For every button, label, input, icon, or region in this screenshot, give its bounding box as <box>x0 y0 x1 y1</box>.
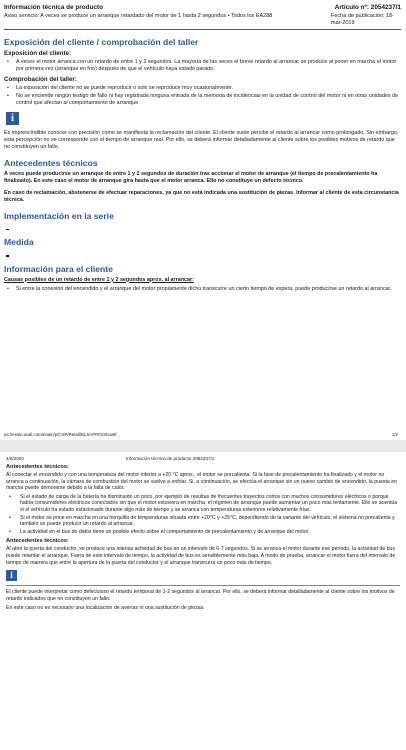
service-notice: Aviso servicio: A veces se produce un arranque retardado del motor de 1 hasta 2 segundos • Todos los EA288 <box>4 13 273 19</box>
section-title-customer-info: Información para el cliente <box>4 263 113 274</box>
technical-paragraph: En caso de reclamación, abstenerse de efectuar reparaciones, ya que no está indicada una sustitución de piezas. Informar al cliente de esta circunstancia técnica. <box>4 190 399 203</box>
print-date: 4/6/2020 <box>6 456 24 461</box>
page-footer <box>4 432 398 437</box>
article-number: Artículo nº: 2054237/1 <box>334 4 401 11</box>
closing-note: En este caso no es necesario una localización de averías ni una sustitución de piezas. <box>6 605 205 612</box>
list-item: • La actividad en el bus de datos tiene un posible efecto sobre el comportamiento de precalentamiento y de arranque del motor. <box>6 529 400 536</box>
technical-paragraph: A veces puede producirse un arranque de entre 1 y 2 segundos de duración tras accionar el motor de arranque (el tiempo de precalentamiento ha finalizado). En este caso el motor de arranque gira hasta que el motor arranca. Ello no constituye un defecto técnico. <box>4 171 378 184</box>
page-number: 1/2 <box>391 432 398 437</box>
causes-list <box>4 286 401 293</box>
technical-paragraph: Al abrir la puerta del conductor, se produce una intensa actividad de bus en un intervalo de 6-7 segundos. Si se arranca el motor durante ese período, la actividad de bus puede retardar el arranque. Fuera de este intervalo de tiempo, la actividad de bus es sensiblemente más baja. A modo de prueba, arrancar el motor fuera del intervalo de tiempo de manera que entre la apertura de la puerta del conductor y el arranque transcurra un poco más de tiempo. <box>6 546 396 566</box>
footer-url[interactable]: ps://erwin.audi.com/erwin/p/CSP/Retail/ELSAPRO/ShowIf <box>4 432 117 437</box>
info-note: El cliente puede interpretar como defectuoso el retardo temporal de 1-2 segundos al arrancar. Por ello, se deberá informar detalladamente al cliente sobre los motivos de retardo indicados que no constituyen un fallo. <box>6 589 395 602</box>
technical-paragraph: Al conectar el encendido y con una temperatura del motor inferior a +20 °C aprox., el motor se precalienta. Si la fase de precalentamiento ha finalizado y el motor no arranca a continuación, la cámara de combustión del motor se vuelve a enfriar. Si, a continuación, se efectúa el arranque sin un nuevo cambio de encendido, la puesta en marcha puede demorarse debido a la falta de calor. <box>6 472 398 492</box>
info-icon: i <box>6 570 17 581</box>
subsection-title-technical: Antecedentes técnicos: <box>6 464 69 470</box>
empty-dash <box>6 255 9 256</box>
publication-date: Fecha de publicación: 18-mar-2019 <box>331 13 394 26</box>
section-title-measure: Medida <box>4 237 34 248</box>
list-item: • A veces el motor arranca con un retardo de entre 1 y 2 segundos. La mayoría de las veces el breve retardo al arrancar se produce al poner en marcha el motor por primera vez (arranque en frío) después de que el vehículo haya estado parado. <box>4 59 401 73</box>
info-icon: i <box>6 112 19 125</box>
divider <box>6 585 400 586</box>
list-item: • Si entre la conexión del encendido y el arranque del motor propiamente dicho transcurre un cierto tiempo de espera, puede producirse un retardo al arrancar. <box>4 286 401 293</box>
subsection-title-workshop-check: Comprobación del taller: <box>4 76 77 83</box>
causes-heading: Causas posibles de un retardo de entre 1 y 2 segundos aprox. al arrancar: <box>4 276 194 283</box>
list-item: • La exposición del cliente no se puede reproducir o solo se reproduce muy ocasionalmente. <box>4 85 401 92</box>
list-item: • Si el estado de carga de la batería ha disminuido un poco, por ejemplo de resultas de frecuentes trayectos cortos con muchos consumidores eléctricos o porque había consumidores eléctricos conectados sin que el motor estuviera en marcha, el régimen de arranque puede aumentar un poco más lentamente. Ello se acentúa si el vehículo ha estado estacionado durante algo más de tiempo y se arranca con temperaturas exteriores relativamente frías. <box>6 494 400 514</box>
subsection-title-technical: Antecedentes técnicos: <box>6 538 69 545</box>
subsection-title-client-report: Exposición del cliente: <box>4 50 72 57</box>
page-header <box>4 4 401 11</box>
document-title: Información técnica de producto <box>4 4 104 11</box>
document-title: Información técnica de producto 2054237/1 <box>126 456 215 461</box>
section-title-technical: Antecedentes técnicos <box>4 158 98 168</box>
list-item: • Si el motor se pone en marcha en una horquilla de temperaturas situada entre +20°C y +25°C, dependiendo de la variante del vehículo, el sistema no precalienta y también se puede producir un retardo al arrancar. <box>6 515 400 528</box>
document-page-2 <box>0 452 406 750</box>
section-title-implementation: Implementación en la serie <box>4 211 114 221</box>
technical-list <box>6 494 400 536</box>
info-note: Es imprescindible conocer con precisión cómo se manifiesta la reclamación del cliente. El cliente suele percibir el retardo al arrancar como prolongado. Sin embargo, esta percepción no se corresponde con el tiempo de arranque real. Por ello, se deberá informar detalladamente al cliente sobre los posibles motivos de retardo que no constituyen un fallo. <box>4 130 399 150</box>
page-header <box>6 456 400 461</box>
client-report-list <box>4 59 401 73</box>
workshop-check-list <box>4 85 401 107</box>
empty-dash <box>6 229 9 230</box>
list-item: • No se enciende ningún testigo de fallo ni hay registrada ninguna entrada de la memoria de incidencias en la unidad de control del motor ni en otras unidades de control que afectan al comportamiento de arranque. <box>4 93 401 107</box>
subheader <box>4 11 401 30</box>
section-title-client: Exposición del cliente / comprobación del taller <box>4 37 199 47</box>
